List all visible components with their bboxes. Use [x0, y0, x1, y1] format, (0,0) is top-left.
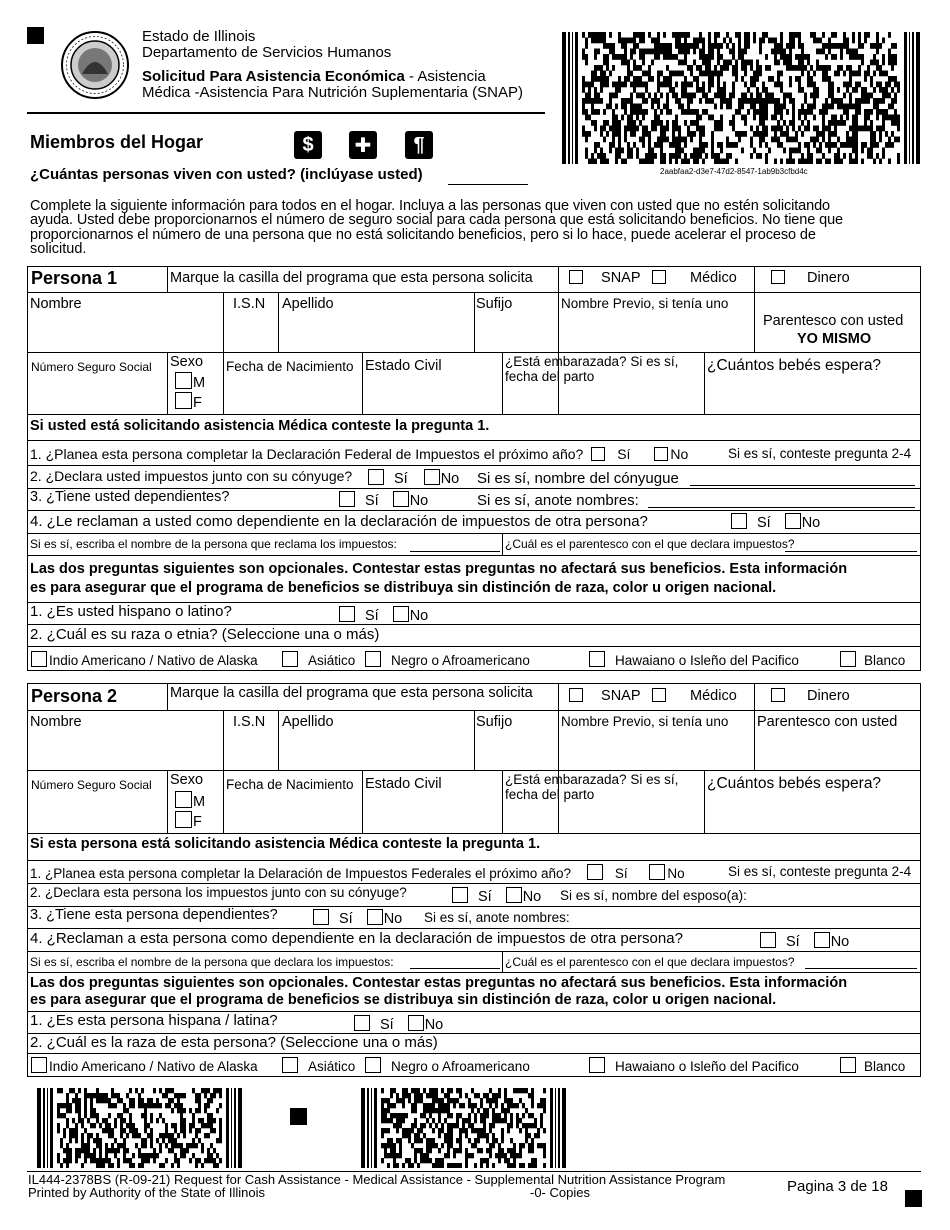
person2-embarazada-label: ¿Está embarazada? Si es sí, [505, 772, 679, 787]
race-indio-label: Indio Americano / Nativo de Alaska [49, 653, 258, 668]
race-blanco-label: Blanco [864, 653, 906, 668]
q2-no-checkbox[interactable] [424, 469, 440, 485]
household-count-input[interactable] [448, 184, 528, 185]
person2-dinero-checkbox[interactable] [771, 688, 850, 704]
person1-race-negro [365, 651, 530, 668]
hispanic-si-checkbox[interactable] [354, 1015, 370, 1031]
checkbox[interactable] [175, 811, 192, 828]
person1-bebes-label: ¿Cuántos bebés espera? [707, 357, 882, 374]
person2-sex-f-checkbox[interactable] [175, 811, 202, 830]
checkbox[interactable] [771, 688, 785, 702]
medico-label: Médico [690, 688, 737, 704]
checkbox[interactable] [652, 270, 666, 284]
person2-snap-checkbox[interactable] [569, 688, 641, 704]
person2-q5a: Si es sí, escriba el nombre de la persona que declara los impuestos: [30, 955, 394, 969]
form-number: IL444-2378BS (R-09-21) Request for Cash Assistance - Medical Assistance - Supplemental Nutrition Assistance Program [28, 1172, 726, 1187]
person1-medico-checkbox[interactable] [652, 270, 737, 286]
person2-claimer-name-input[interactable] [410, 968, 500, 969]
person2-q1 [30, 864, 685, 881]
person2-sexo-label: Sexo [170, 772, 204, 788]
instructions [30, 199, 920, 256]
f-label: F [193, 814, 202, 830]
bottom-barcode-right [361, 1088, 566, 1168]
application-title-bold: Solicitud Para Asistencia Económica [142, 68, 405, 85]
person1-parentesco-value: YO MISMO [797, 331, 872, 347]
person2-program-prompt: Marque la casilla del programa que esta persona solicita [170, 685, 533, 701]
person2-q4: 4. ¿Reclaman a esta persona como dependiente en la declaración de impuestos de otra persona? [30, 930, 683, 947]
person2-race-asiatico [282, 1057, 355, 1074]
m-label: M [193, 794, 206, 810]
q3-no-checkbox[interactable] [393, 491, 409, 507]
race-hawaiano-label: Hawaiano o Isleño del Pacifico [615, 653, 799, 668]
person1-nombre-previo-label: Nombre Previo, si tenía uno [561, 296, 729, 311]
person1-q5b: ¿Cuál es el parentesco con el que declara impuestos? [505, 537, 795, 551]
hispanic-no-checkbox[interactable] [393, 606, 409, 622]
fork-knife-icon [405, 131, 433, 159]
person2-optional-line2: es para asegurar que el programa de beneficios se distribuya sin distinción de raza, color u origen nacional. [30, 992, 777, 1008]
q4-si-checkbox[interactable] [760, 932, 776, 948]
person1-sex-m-checkbox[interactable] [175, 372, 205, 391]
person2-q2: 2. ¿Declara esta persona los impuestos junto con su cónyuge? [30, 885, 407, 900]
q1-no-checkbox[interactable] [654, 447, 668, 461]
person2-nombre-previo-label: Nombre Previo, si tenía uno [561, 714, 729, 729]
q3-si-checkbox[interactable] [313, 909, 329, 925]
header-state: Estado de Illinois [142, 28, 256, 45]
person1-claimer-name-input[interactable] [410, 551, 500, 552]
page-number: Pagina 3 de 18 [787, 1178, 888, 1195]
f-label: F [193, 395, 202, 411]
person2-optional-line1: Las dos preguntas siguientes son opcionales. Contestar estas preguntas no afectará sus beneficios. Esta información [30, 975, 848, 991]
person2-race-negro [365, 1057, 530, 1074]
header-divider [27, 112, 545, 114]
person1-race-blanco [840, 651, 905, 668]
person1-dinero-checkbox[interactable] [771, 270, 850, 286]
person2-isn-label: I.S.N [233, 714, 266, 730]
person1-q2-note: Si es sí, nombre del cónyugue [477, 470, 679, 487]
q3-si-checkbox[interactable] [339, 491, 355, 507]
person2-medical-header: Si esta persona está solicitando asistencia Médica conteste la pregunta 1. [30, 836, 541, 852]
si-label: Sí [380, 1017, 394, 1033]
no-label: No [424, 1017, 444, 1033]
checkbox[interactable] [652, 688, 666, 702]
application-title [142, 68, 486, 85]
person2-apellido-label: Apellido [282, 714, 334, 730]
race-negro-label: Negro o Afroamericano [391, 653, 530, 668]
race-hawaiano-checkbox[interactable] [589, 1057, 605, 1073]
si-label: Sí [617, 446, 631, 462]
q4-si-checkbox[interactable] [731, 513, 747, 529]
person1-apellido-label: Apellido [282, 296, 334, 312]
no-label: No [409, 608, 429, 624]
person1-snap-checkbox[interactable] [569, 270, 641, 286]
person2-estado-civil-label: Estado Civil [365, 776, 442, 792]
checkbox[interactable] [569, 270, 583, 284]
medico-label: Médico [690, 270, 737, 286]
si-label: Sí [365, 608, 379, 624]
person2-q3-note: Si es sí, anote nombres: [424, 910, 570, 925]
bottom-barcode-left [37, 1088, 242, 1168]
person2-q4-options [760, 932, 849, 950]
copies: -0- Copies [530, 1185, 590, 1200]
person2-fecha-label: Fecha de Nacimiento [226, 777, 354, 792]
person2-sufijo-label: Sufijo [476, 714, 513, 730]
checkbox[interactable] [771, 270, 785, 284]
person1-q2-options [368, 469, 459, 487]
dinero-label: Dinero [807, 688, 850, 704]
checkbox[interactable] [569, 688, 583, 702]
dollar-glyph: $ [302, 133, 314, 156]
person2-bebes-label: ¿Cuántos bebés espera? [707, 775, 882, 792]
q2-si-checkbox[interactable] [452, 887, 468, 903]
barcode-id: 2aabfaa2-d3e7-47d2-8547-1ab9b3cfbd4c [660, 167, 808, 176]
person1-embarazada-label: ¿Está embarazada? Si es sí, [505, 354, 679, 369]
race-indio-label: Indio Americano / Nativo de Alaska [49, 1059, 258, 1074]
household-count-question: ¿Cuántas personas viven con usted? (inclúyase usted) [30, 166, 423, 183]
person1-optional-line1: Las dos preguntas siguientes son opcionales. Contestar estas preguntas no afectará sus beneficios. Esta información [30, 561, 848, 577]
race-blanco-label: Blanco [864, 1059, 906, 1074]
person1-sexo-label: Sexo [170, 354, 204, 370]
person1-q4: 4. ¿Le reclaman a usted como dependiente en la declaración de impuestos de otra persona? [30, 513, 648, 530]
no-label: No [830, 934, 850, 950]
person1-q1 [30, 446, 688, 462]
race-indio-checkbox[interactable] [31, 1057, 47, 1073]
si-label: Sí [786, 934, 800, 950]
race-negro-checkbox[interactable] [365, 651, 381, 667]
si-label: Sí [394, 471, 408, 487]
person1-dependents-input[interactable] [648, 507, 915, 508]
person1-q1-note: Si es sí, conteste pregunta 2-4 [728, 446, 912, 461]
person1-sex-f-checkbox[interactable] [175, 392, 202, 411]
person1-q3-note: Si es sí, anote nombres: [477, 492, 639, 509]
registration-mark [27, 27, 44, 44]
race-blanco-checkbox[interactable] [840, 1057, 856, 1073]
no-label: No [440, 471, 460, 487]
person1-fecha-label: Fecha de Nacimiento [226, 359, 354, 374]
race-indio-checkbox[interactable] [31, 651, 47, 667]
fork-knife-glyph: ¶ [413, 133, 425, 156]
no-label: No [383, 911, 403, 927]
person1-q5a: Si es sí, escriba el nombre de la persona que reclama los impuestos: [30, 537, 397, 551]
person1-hispanic-question: 1. ¿Es usted hispano o latino? [30, 603, 232, 620]
q4-no-checkbox[interactable] [785, 513, 801, 529]
printed-by: Printed by Authority of the State of Illinois [28, 1185, 266, 1200]
person1-parto-label: fecha del parto [505, 369, 595, 384]
si-label: Sí [614, 866, 628, 881]
si-label: Sí [757, 515, 771, 531]
person1-race-question: 2. ¿Cuál es su raza o etnia? (Seleccione una o más) [30, 626, 380, 643]
person2-q3-options [313, 909, 402, 927]
registration-mark [290, 1108, 307, 1125]
person2-title: Persona 2 [31, 686, 118, 706]
person1-hispanic-options [339, 606, 428, 624]
person1-claimer-relation-input[interactable] [785, 551, 917, 552]
race-asiatico-label: Asiático [308, 1059, 356, 1074]
person1-title: Persona 1 [31, 268, 118, 288]
dinero-label: Dinero [807, 270, 850, 286]
race-asiatico-checkbox[interactable] [282, 651, 298, 667]
checkbox[interactable] [175, 372, 192, 389]
race-asiatico-checkbox[interactable] [282, 1057, 298, 1073]
checkbox[interactable] [175, 791, 192, 808]
instructions-line2: ayuda. Usted debe proporcionarnos el número de seguro social para cada persona que está solicitando beneficios. No tiene que [30, 212, 844, 229]
person1-estado-civil-label: Estado Civil [365, 358, 442, 374]
person2-nombre-label: Nombre [30, 714, 82, 730]
person1-spouse-name-input[interactable] [690, 485, 915, 486]
person1-q4-options [731, 513, 820, 531]
person2-ssn-label: Número Seguro Social [31, 778, 152, 792]
checkbox[interactable] [175, 392, 192, 409]
si-label: Sí [478, 889, 492, 905]
dollar-icon [294, 131, 322, 159]
race-blanco-checkbox[interactable] [840, 651, 856, 667]
person2-race-hawaiano [589, 1057, 799, 1074]
race-hawaiano-checkbox[interactable] [589, 651, 605, 667]
si-label: Sí [339, 911, 353, 927]
registration-mark [905, 1190, 922, 1207]
person2-medico-checkbox[interactable] [652, 688, 737, 704]
person1-q3: 3. ¿Tiene usted dependientes? [30, 489, 230, 505]
q1-si-checkbox[interactable] [591, 447, 605, 461]
person1-medical-header: Si usted está solicitando asistencia Médica conteste la pregunta 1. [30, 418, 490, 434]
person1-race-hawaiano [589, 651, 799, 668]
si-label: Sí [365, 493, 379, 509]
person1-parentesco-label: Parentesco con usted [763, 313, 904, 329]
medical-cross-icon [349, 131, 377, 159]
person2-race-question: 2. ¿Cuál es la raza de esta persona? (Seleccione una o más) [30, 1034, 438, 1051]
instructions-line3: proporcionarnos el número de una persona que no está solicitando beneficios, pero si lo hace, puede acelerar el proceso de [30, 226, 816, 243]
q1-si-checkbox[interactable] [587, 864, 603, 880]
m-label: M [193, 375, 206, 391]
person2-hispanic-question: 1. ¿Es esta persona hispana / latina? [30, 1012, 278, 1029]
person1-optional-line2: es para asegurar que el programa de beneficios se distribuya sin distinción de raza, color u origen nacional. [30, 580, 777, 596]
person2-parentesco-label: Parentesco con usted [757, 714, 898, 730]
person1-ssn-label: Número Seguro Social [31, 360, 152, 374]
snap-label: SNAP [601, 270, 641, 286]
person2-q2-note: Si es sí, nombre del esposo(a): [560, 888, 747, 903]
application-title-rest: - Asistencia [404, 68, 486, 85]
person2-q3: 3. ¿Tiene esta persona dependientes? [30, 907, 278, 923]
instructions-line1: Complete la siguiente información para todos en el hogar. Incluya a las personas que viven con usted que no estén solicitando [30, 198, 831, 214]
person1-q2: 2. ¿Declara usted impuestos junto con su cónyuge? [30, 468, 353, 484]
q4-no-checkbox[interactable] [814, 932, 830, 948]
no-label: No [670, 446, 689, 462]
q3-no-checkbox[interactable] [367, 909, 383, 925]
q2-si-checkbox[interactable] [368, 469, 384, 485]
person2-q5b: ¿Cuál es el parentesco con el que declara impuestos? [505, 955, 795, 969]
q2-no-checkbox[interactable] [506, 887, 522, 903]
person2-claimer-relation-input[interactable] [805, 968, 917, 969]
person1-isn-label: I.S.N [233, 296, 266, 312]
household-title: Miembros del Hogar [30, 132, 204, 152]
snap-label: SNAP [601, 688, 641, 704]
person1-race-indio [31, 651, 258, 668]
race-negro-checkbox[interactable] [365, 1057, 381, 1073]
header-department: Departamento de Servicios Humanos [142, 44, 392, 61]
no-label: No [522, 889, 542, 905]
person2-q2-options [452, 887, 541, 905]
race-negro-label: Negro o Afroamericano [391, 1059, 530, 1074]
person2-race-blanco [840, 1057, 905, 1074]
person2-parto-label: fecha del parto [505, 787, 595, 802]
no-label: No [667, 866, 685, 881]
no-label: No [409, 493, 429, 509]
person1-race-asiatico [282, 651, 355, 668]
hispanic-si-checkbox[interactable] [339, 606, 355, 622]
top-barcode [562, 32, 920, 164]
person1-sufijo-label: Sufijo [476, 296, 513, 312]
person2-q1-note: Si es sí, conteste pregunta 2-4 [728, 864, 912, 879]
person2-sex-m-checkbox[interactable] [175, 791, 205, 810]
instructions-line4: solicitud. [30, 240, 87, 257]
q1-no-checkbox[interactable] [649, 864, 665, 880]
cross-glyph: ✚ [354, 134, 372, 157]
state-seal [60, 30, 130, 100]
person1-q3-options [339, 491, 428, 509]
no-label: No [801, 515, 821, 531]
person2-hispanic-options [354, 1015, 443, 1033]
q1-text: 1. ¿Planea esta persona completar la Declaración Federal de Impuestos el próximo año? [30, 446, 584, 462]
q1-text: 1. ¿Planea esta persona completar la Delaración de Impuestos Federales el próximo año? [30, 866, 572, 881]
person2-race-indio [31, 1057, 258, 1074]
race-hawaiano-label: Hawaiano o Isleño del Pacifico [615, 1059, 799, 1074]
hispanic-no-checkbox[interactable] [408, 1015, 424, 1031]
person1-nombre-label: Nombre [30, 296, 82, 312]
race-asiatico-label: Asiático [308, 653, 356, 668]
person1-program-prompt: Marque la casilla del programa que esta persona solicita [170, 270, 533, 286]
application-title-line2: Médica -Asistencia Para Nutrición Suplementaria (SNAP) [142, 84, 523, 101]
